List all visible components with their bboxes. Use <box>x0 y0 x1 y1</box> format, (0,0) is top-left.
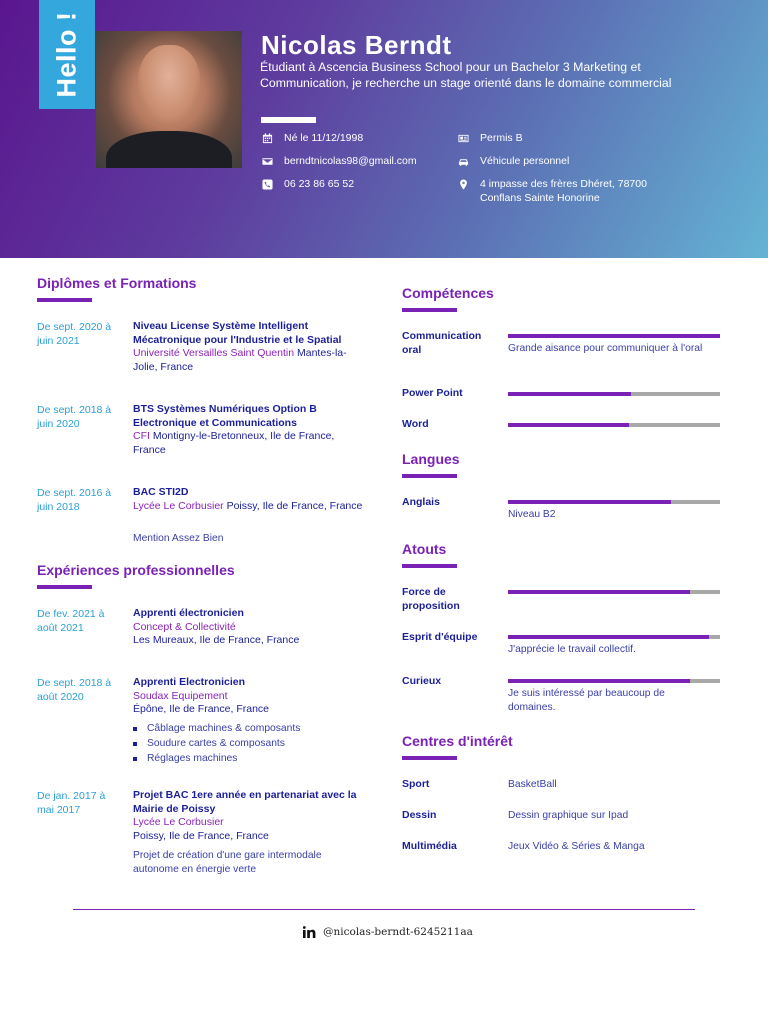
education-bar <box>37 298 92 302</box>
skills-title: Compétences <box>402 285 494 301</box>
skill-level-fill-3 <box>508 423 629 427</box>
photo-shirt <box>106 131 232 168</box>
info-vehicle <box>458 155 569 169</box>
birth-text: Né le 11/12/1998 <box>284 132 364 144</box>
exp-title-2: Apprenti Electronicien <box>133 676 246 688</box>
assets-bar <box>402 564 457 568</box>
skill-label-3: Word <box>402 418 429 430</box>
edu-title-2: BTS Systèmes Numériques Option B Electronique et Communications <box>133 403 317 429</box>
exp-note-3: Projet de création d'une gare intermodale autonome en énergie verte <box>133 850 322 875</box>
info-phone[interactable] <box>262 178 354 192</box>
profile-photo <box>96 31 242 168</box>
asset-level-bar-3 <box>508 679 720 683</box>
skill-desc-1: Grande aisance pour communiquer à l'oral <box>508 343 703 354</box>
interest-label-1: Sport <box>402 778 430 790</box>
tagline: Étudiant à Ascencia Business School pour un Bachelor 3 Marketing et Communication, je recherche un stage orienté dans le domaine commercial <box>260 60 672 90</box>
edu-org-1: Université Versailles Saint Quentin <box>133 347 295 360</box>
list-item: Soudure cartes & composants <box>133 736 300 751</box>
mail-icon <box>262 156 273 167</box>
exp-entry-2 <box>133 676 365 717</box>
location-pin-icon <box>458 179 469 190</box>
skills-bar <box>402 308 457 312</box>
linkedin-icon <box>303 926 317 938</box>
interest-desc-2: Dessin graphique sur Ipad <box>508 810 629 821</box>
languages-title: Langues <box>402 451 460 467</box>
exp-title-3: Projet BAC 1ere année en partenariat avec la Mairie de Poissy <box>133 789 357 815</box>
language-label-1: Anglais <box>402 496 440 508</box>
header-divider <box>261 117 316 123</box>
education-title: Diplômes et Formations <box>37 275 197 291</box>
assets-title: Atouts <box>402 541 447 557</box>
edu-date-3: De sept. 2016 à juin 2018 <box>37 487 112 513</box>
interest-desc-1: BasketBall <box>508 779 557 790</box>
interests-bar <box>402 756 457 760</box>
exp-title-1: Apprenti électronicien <box>133 607 244 619</box>
bullet-icon <box>133 742 137 746</box>
skill-level-bar-1 <box>508 334 720 338</box>
language-level-bar-1 <box>508 500 720 504</box>
skill-label-1: Communication oral <box>402 330 482 356</box>
skill-label-2: Power Point <box>402 387 463 399</box>
edu-date-2: De sept. 2018 à juin 2020 <box>37 404 112 430</box>
list-item: Câblage machines & composants <box>133 721 300 736</box>
asset-label-1: Force de proposition <box>402 586 460 612</box>
edu-entry-3 <box>133 486 365 513</box>
edu-loc-3: Poissy, Ile de France, France <box>223 499 363 512</box>
list-item: Réglages machines <box>133 751 300 766</box>
address-text: 4 impasse des frères Dhéret, 78700 Conflans Sainte Honorine <box>480 178 647 204</box>
exp-org-2: Soudax Equipement <box>133 689 228 702</box>
exp-loc-3: Poissy, Ile de France, France <box>133 829 269 842</box>
email-text[interactable]: berndtnicolas98@gmail.com <box>284 155 417 167</box>
license-text: Permis B <box>480 132 523 144</box>
phone-text[interactable]: 06 23 86 65 52 <box>284 178 355 190</box>
asset-label-2: Esprit d'équipe <box>402 631 478 643</box>
asset-level-fill-2 <box>508 635 709 639</box>
calendar-icon <box>262 133 273 144</box>
edu-note-3: Mention Assez Bien <box>133 533 224 544</box>
asset-level-bar-1 <box>508 590 720 594</box>
exp-bullets-2 <box>133 721 300 766</box>
exp-org-3: Lycée Le Corbusier <box>133 816 224 829</box>
language-level-fill-1 <box>508 500 671 504</box>
experience-bar <box>37 585 92 589</box>
edu-title-3: BAC STI2D <box>133 486 189 498</box>
exp-date-1: De fev. 2021 à août 2021 <box>37 608 105 634</box>
exp-entry-3 <box>133 789 365 843</box>
experience-title: Expériences professionnelles <box>37 562 235 578</box>
header <box>0 0 768 258</box>
exp-loc-1: Les Mureaux, Ile de France, France <box>133 634 300 647</box>
interest-label-2: Dessin <box>402 809 437 821</box>
interests-title: Centres d'intérêt <box>402 733 513 749</box>
edu-entry-2 <box>133 403 365 457</box>
edu-date-1: De sept. 2020 à juin 2021 <box>37 321 112 347</box>
info-email[interactable] <box>262 155 417 169</box>
edu-org-2: CFI <box>133 430 150 443</box>
bullet-icon <box>133 757 137 761</box>
bullet-icon <box>133 727 137 731</box>
language-desc-1: Niveau B2 <box>508 509 556 520</box>
hello-badge <box>39 0 95 109</box>
exp-entry-1 <box>133 607 365 648</box>
asset-level-fill-1 <box>508 590 690 594</box>
interest-desc-3: Jeux Vidéo & Séries & Manga <box>508 841 645 852</box>
exp-date-2: De sept. 2018 à août 2020 <box>37 677 112 703</box>
exp-org-1: Concept & Collectivité <box>133 620 236 633</box>
asset-desc-3: Je suis intéressé par beaucoup de domaines. <box>508 688 665 713</box>
info-address <box>458 178 658 205</box>
id-card-icon <box>458 133 469 144</box>
edu-loc-2: Montigny-le-Bretonneux, Ile de France, France <box>133 430 335 456</box>
asset-level-fill-3 <box>508 679 690 683</box>
edu-org-3: Lycée Le Corbusier <box>133 499 224 512</box>
linkedin-link[interactable] <box>303 926 473 938</box>
hello-text: Hello ! <box>51 11 82 98</box>
asset-label-3: Curieux <box>402 675 442 687</box>
photo-face <box>138 45 200 123</box>
edu-entry-1 <box>133 320 365 374</box>
edu-loc-1: Mantes-la-Jolie, France <box>133 347 347 373</box>
asset-level-bar-2 <box>508 635 720 639</box>
exp-date-3: De jan. 2017 à mai 2017 <box>37 790 106 816</box>
skill-level-fill-2 <box>508 392 631 396</box>
car-icon <box>458 156 469 167</box>
asset-desc-2: J'apprécie le travail collectif. <box>508 644 636 655</box>
footer-divider <box>73 909 695 910</box>
vehicle-text: Véhicule personnel <box>480 155 570 167</box>
info-birth <box>262 132 363 146</box>
phone-icon <box>262 179 273 190</box>
skill-level-bar-2 <box>508 392 720 396</box>
skill-level-fill-1 <box>508 334 720 338</box>
skill-level-bar-3 <box>508 423 720 427</box>
edu-title-1: Niveau License Système Intelligent Mécatronique pour l'Industrie et le Spatial <box>133 320 342 346</box>
info-license <box>458 132 523 146</box>
exp-loc-2: Épône, Ile de France, France <box>133 703 269 716</box>
interest-label-3: Multimédia <box>402 840 457 852</box>
languages-bar <box>402 474 457 478</box>
linkedin-handle[interactable]: @nicolas-berndt-6245211aa <box>323 926 473 938</box>
full-name: Nicolas Berndt <box>261 30 452 60</box>
